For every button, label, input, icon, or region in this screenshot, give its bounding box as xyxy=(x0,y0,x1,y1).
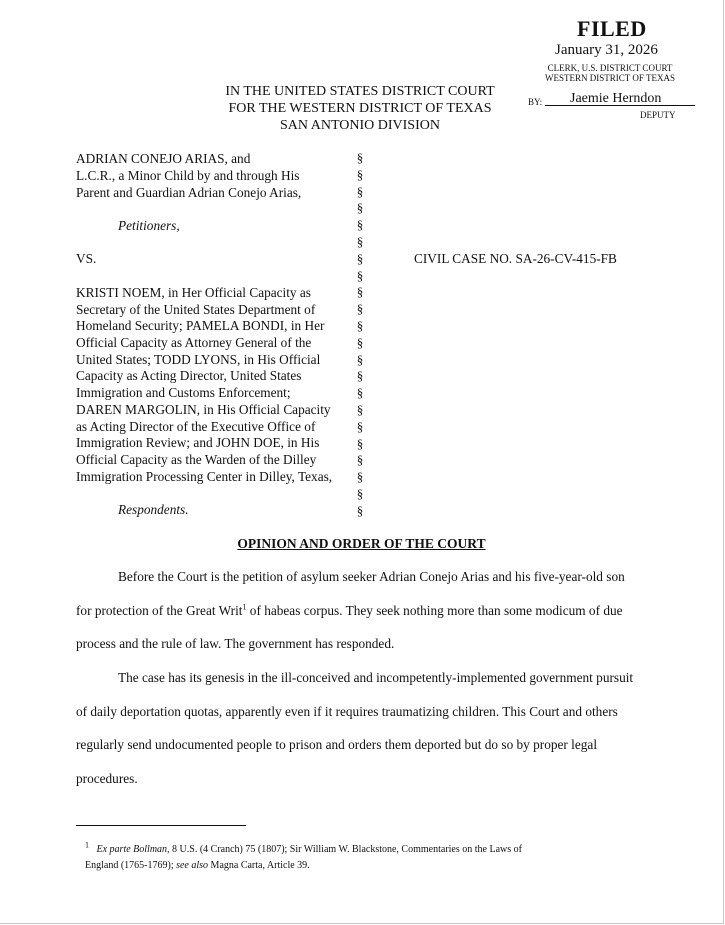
clerk-office-line1: CLERK, U.S. DISTRICT COURT xyxy=(547,63,673,73)
petitioner-line: Parent and Guardian Adrian Conejo Arias, xyxy=(76,185,302,200)
footnote-separator xyxy=(76,825,246,826)
footnote-reference[interactable]: 1 xyxy=(242,602,247,612)
paragraph-line: regularly send undocumented people to prison and orders them deported but do so by proper legal xyxy=(76,737,598,752)
respondent-line: Immigration Review; and JOHN DOE, in His xyxy=(76,435,320,450)
filed-date: January 31, 2026 xyxy=(555,42,658,58)
by-label: BY: xyxy=(528,97,543,107)
footnote-line xyxy=(85,858,310,874)
respondents-label: Respondents. xyxy=(118,502,189,517)
section-symbol: § xyxy=(356,234,364,249)
section-symbol: § xyxy=(356,469,364,485)
footnote-case-name: Ex parte Bollman xyxy=(96,844,168,855)
section-symbol: § xyxy=(356,402,364,417)
respondent-line: Homeland Security; PAMELA BONDI, in Her xyxy=(76,318,325,333)
section-symbol: § xyxy=(356,351,364,367)
section-symbol: § xyxy=(356,267,364,283)
footnote-line xyxy=(85,842,522,858)
versus-label: VS. xyxy=(76,251,97,266)
footnote-marker: 1 xyxy=(85,840,89,850)
respondent-line: Secretary of the United States Department of xyxy=(76,302,316,317)
court-name-line1: IN THE UNITED STATES DISTRICT COURT xyxy=(225,84,495,99)
section-symbol: § xyxy=(356,486,364,501)
section-symbol: § xyxy=(356,502,364,518)
paragraph-line: process and the rule of law. The government has responded. xyxy=(76,636,395,651)
court-division: SAN ANTONIO DIVISION xyxy=(280,118,440,133)
section-symbol: § xyxy=(356,284,364,300)
section-symbol: § xyxy=(356,385,364,401)
paragraph-text: of habeas corpus. They seek nothing more than some modicum of due xyxy=(246,603,623,618)
deputy-signature: Jaemie Herndon xyxy=(570,91,662,106)
section-symbol: § xyxy=(356,217,364,233)
section-symbol: § xyxy=(356,418,364,434)
opinion-heading: OPINION AND ORDER OF THE COURT xyxy=(237,536,486,551)
paragraph-line: procedures. xyxy=(76,771,138,786)
footnote-signal: see also xyxy=(176,860,209,871)
respondent-line: Official Capacity as the Warden of the Dilley xyxy=(76,452,317,467)
petitioner-line: ADRIAN CONEJO ARIAS, and xyxy=(76,151,251,166)
section-symbol: § xyxy=(356,150,364,165)
footnote-text: England (1765-1769); xyxy=(85,860,177,871)
section-symbol: § xyxy=(356,250,364,266)
respondent-line: Official Capacity as Attorney General of the xyxy=(76,335,312,350)
paragraph-line: of daily deportation quotas, apparently even if it requires traumatizing children. This Court and others xyxy=(76,704,618,719)
section-symbol: § xyxy=(356,334,364,350)
section-symbol: § xyxy=(356,452,364,468)
paragraph-line xyxy=(76,603,623,619)
respondent-line: Immigration Processing Center in Dilley, Texas, xyxy=(76,469,333,484)
section-symbol: § xyxy=(356,166,364,182)
paragraph-line: The case has its genesis in the ill-conceived and incompetently-implemented government pursuit xyxy=(118,670,634,685)
respondent-line: KRISTI NOEM, in Her Official Capacity as xyxy=(76,285,311,300)
section-symbol: § xyxy=(356,318,364,333)
deputy-label: DEPUTY xyxy=(640,110,676,120)
section-symbol: § xyxy=(356,183,364,199)
respondent-line: United States; TODD LYONS, in His Official xyxy=(76,352,321,367)
respondent-line: DAREN MARGOLIN, in His Official Capacity xyxy=(76,402,331,417)
paragraph-line: Before the Court is the petition of asylum seeker Adrian Conejo Arias and his five-year-old son xyxy=(118,569,625,584)
petitioner-line: L.C.R., a Minor Child by and through His xyxy=(76,168,300,183)
respondent-line: Capacity as Acting Director, United States xyxy=(76,368,302,383)
section-symbol: § xyxy=(356,200,364,216)
footnote-text: Magna Carta, Article 39. xyxy=(208,860,310,871)
respondent-line: Immigration and Customs Enforcement; xyxy=(76,385,291,400)
section-symbol: § xyxy=(356,301,364,317)
filed-stamp-title: FILED xyxy=(577,16,647,41)
court-name-line2: FOR THE WESTERN DISTRICT OF TEXAS xyxy=(228,101,492,116)
clerk-office-line2: WESTERN DISTRICT OF TEXAS xyxy=(545,73,675,83)
respondent-line: as Acting Director of the Executive Office of xyxy=(76,419,316,434)
petitioners-label: Petitioners, xyxy=(118,218,180,233)
footnote-text: , 8 U.S. (4 Cranch) 75 (1807); Sir William W. Blackstone, Commentaries on the Laws of xyxy=(167,844,522,855)
section-symbol: § xyxy=(356,435,364,451)
case-number: CIVIL CASE NO. SA-26-CV-415-FB xyxy=(414,251,617,266)
section-symbol: § xyxy=(356,368,364,384)
paragraph-text: for protection of the Great Writ xyxy=(76,603,243,618)
